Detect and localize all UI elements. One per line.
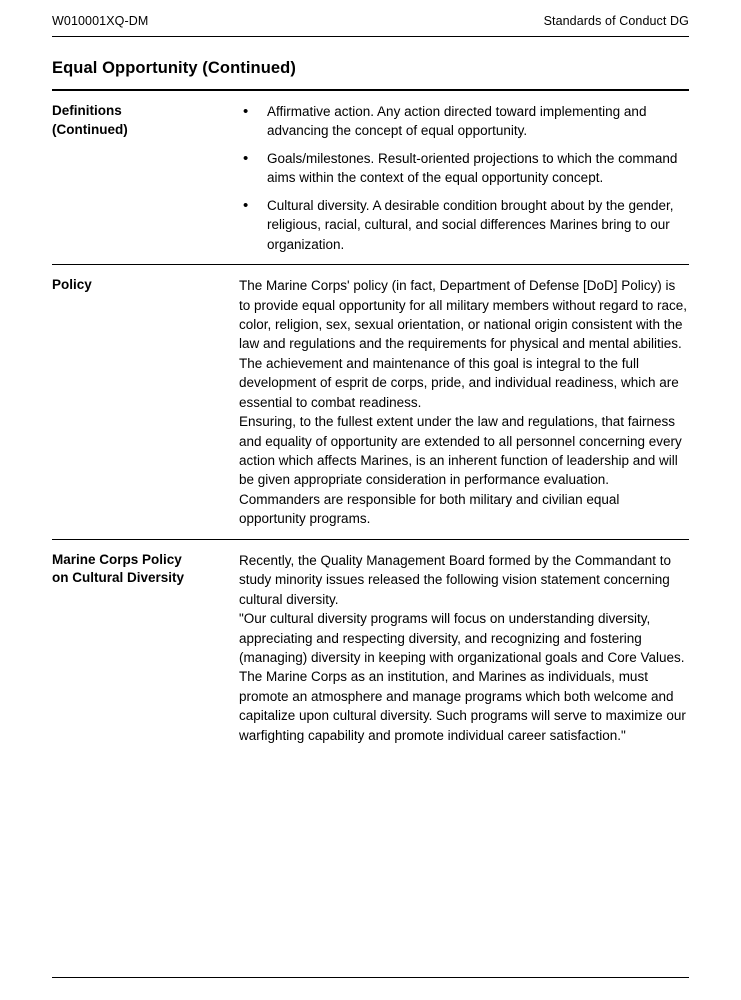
header-document-title: Standards of Conduct DG xyxy=(543,14,689,28)
definitions-bullet-list xyxy=(239,102,689,254)
page-title: Equal Opportunity (Continued) xyxy=(52,59,296,77)
section-content xyxy=(239,540,689,755)
section-label-line1: Definitions xyxy=(52,103,122,118)
header-divider xyxy=(52,36,689,37)
header-document-id: W010001XQ-DM xyxy=(52,14,149,28)
page-header xyxy=(52,0,689,28)
list-item: • Affirmative action. Any action directed toward implementing and advancing the concept of equal opportunity. xyxy=(239,102,689,141)
section-content xyxy=(239,91,689,264)
paragraph: "Our cultural diversity programs will focus on understanding diversity, appreciating and respecting diversity, and recognizing and fostering (managing) diversity in keeping with organizational goals and Core Values. The Marine Corps as an institution, and Marines as individuals, must promote an atmosphere and manage programs which both welcome and capitalize upon cultural diversity. Such programs will serve to maximize our warfighting capability and promote individual career satisfaction." xyxy=(239,611,686,743)
section-label xyxy=(52,540,239,588)
section-definitions xyxy=(52,91,689,264)
section-label-line1: Policy xyxy=(52,277,92,293)
section-cultural-diversity xyxy=(52,540,689,755)
section-policy xyxy=(52,265,689,539)
paragraph: The Marine Corps' policy (in fact, Department of Defense [DoD] Policy) is to provide equal opportunity for all military members without regard to race, color, religion, sex, sexual orientation, or national origin consistent with the law and regulations and the requirements for physical and mental abilities. The achievement and maintenance of this goal is integral to the full development of esprit de corps, pride, and individual readiness, which are essential to combat readiness. xyxy=(239,278,687,410)
list-item: • Goals/milestones. Result-oriented projections to which the command aims within the context of the equal opportunity concept. xyxy=(239,149,689,188)
section-content xyxy=(239,265,689,539)
paragraph: Ensuring, to the fullest extent under the law and regulations, that fairness and equality of opportunity are extended to all personnel concerning every action which affects Marines, is an inherent function of leadership and will be given appropriate consideration in performance evaluation. Commanders are responsible for both military and civilian equal opportunity programs. xyxy=(239,414,682,527)
section-label xyxy=(52,91,239,139)
section-label-line2: (Continued) xyxy=(52,121,128,137)
section-label xyxy=(52,265,239,295)
paragraph: Recently, the Quality Management Board formed by the Commandant to study minority issues released the following vision statement concerning cultural diversity. xyxy=(239,552,671,607)
section-label-line1: Marine Corps Policy xyxy=(52,551,182,567)
list-item: • Cultural diversity. A desirable condition brought about by the gender, religious, racial, cultural, and social differences Marines bring to our organization. xyxy=(239,196,689,254)
footer-divider xyxy=(52,977,689,978)
section-label-line2: on Cultural Diversity xyxy=(52,570,185,586)
